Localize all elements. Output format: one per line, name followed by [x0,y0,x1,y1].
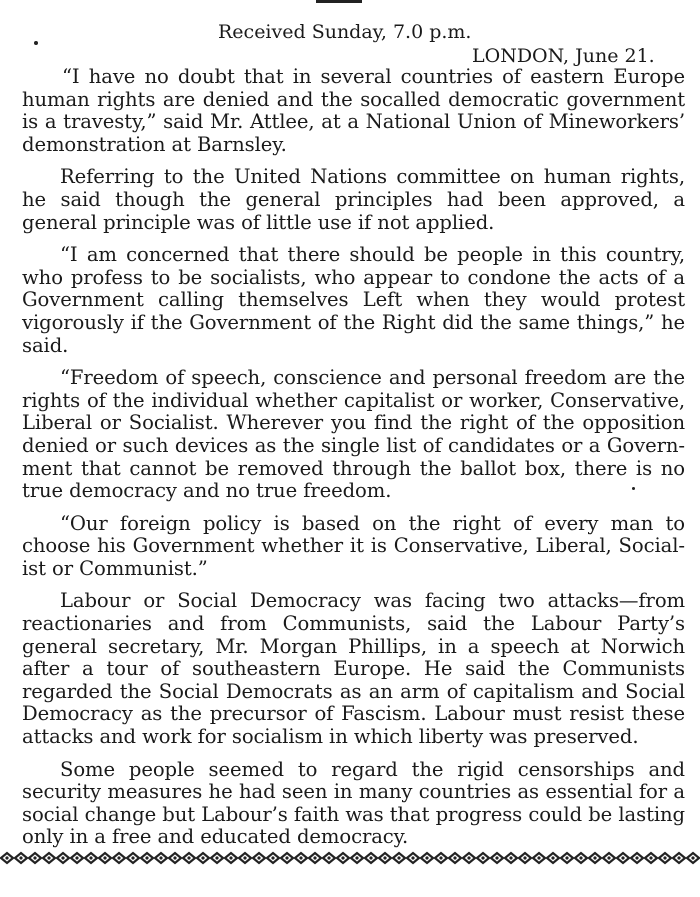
paragraph: “Freedom of speech, conscience and personal freedom are the rights of the individual whether capitalist or worker, Conservative, Liberal or Socialist. Wherever you find the right of the opposition denied or such devices as the single list of candidates or a Government that cannot be removed through the ballot box, there is no true democracy and no true freedom. [22,366,685,503]
paragraph: “I am concerned that there should be people in this country, who profess to be socialists, who appear to condone the acts of a Government calling themselves Left when they would protest vigorously if the Government of the Right did the same things,” he said. [22,243,685,357]
location-date: LONDON, June 21. [472,45,655,67]
paragraph: “I have no doubt that in several countries of eastern Europe human rights are denied and the socalled democratic government is a travesty,” said Mr. Attlee, at a National Union of Mineworkers’ demonstration at Barnsley. [22,65,685,156]
paragraph: “Our foreign policy is based on the right of every man to choose his Government whether it is Conservative, Liberal, Socialist or Communist.” [22,511,685,580]
paragraph: Referring to the United Nations committee on human rights, he said though the general principles had been approved, a general principle was of little use if not applied. [22,165,685,234]
paragraph: Labour or Social Democracy was facing two attacks—from reactionaries and from Communists, said the Labour Party’s general secretary, Mr. Morgan Phillips, in a speech at Norwich after a tour of southeastern Europe. He said the Communists regarded the Social Democrats as an arm of capitalism and Social Democracy as the precursor of Fascism. Labour must resist these attacks and work for socialism in which liberty was preserved. [22,589,685,749]
paragraph: Some people seemed to regard the rigid censorships and security measures he had seen in many countries as essential for a social change but Labour’s faith was that progress could be lasting only in a free and educated democracy. [22,757,685,849]
article-body [22,66,685,859]
decorative-border [0,851,700,865]
top-rule [316,0,362,3]
print-speck [34,41,38,45]
received-line: Received Sunday, 7.0 p.m. [218,21,472,43]
